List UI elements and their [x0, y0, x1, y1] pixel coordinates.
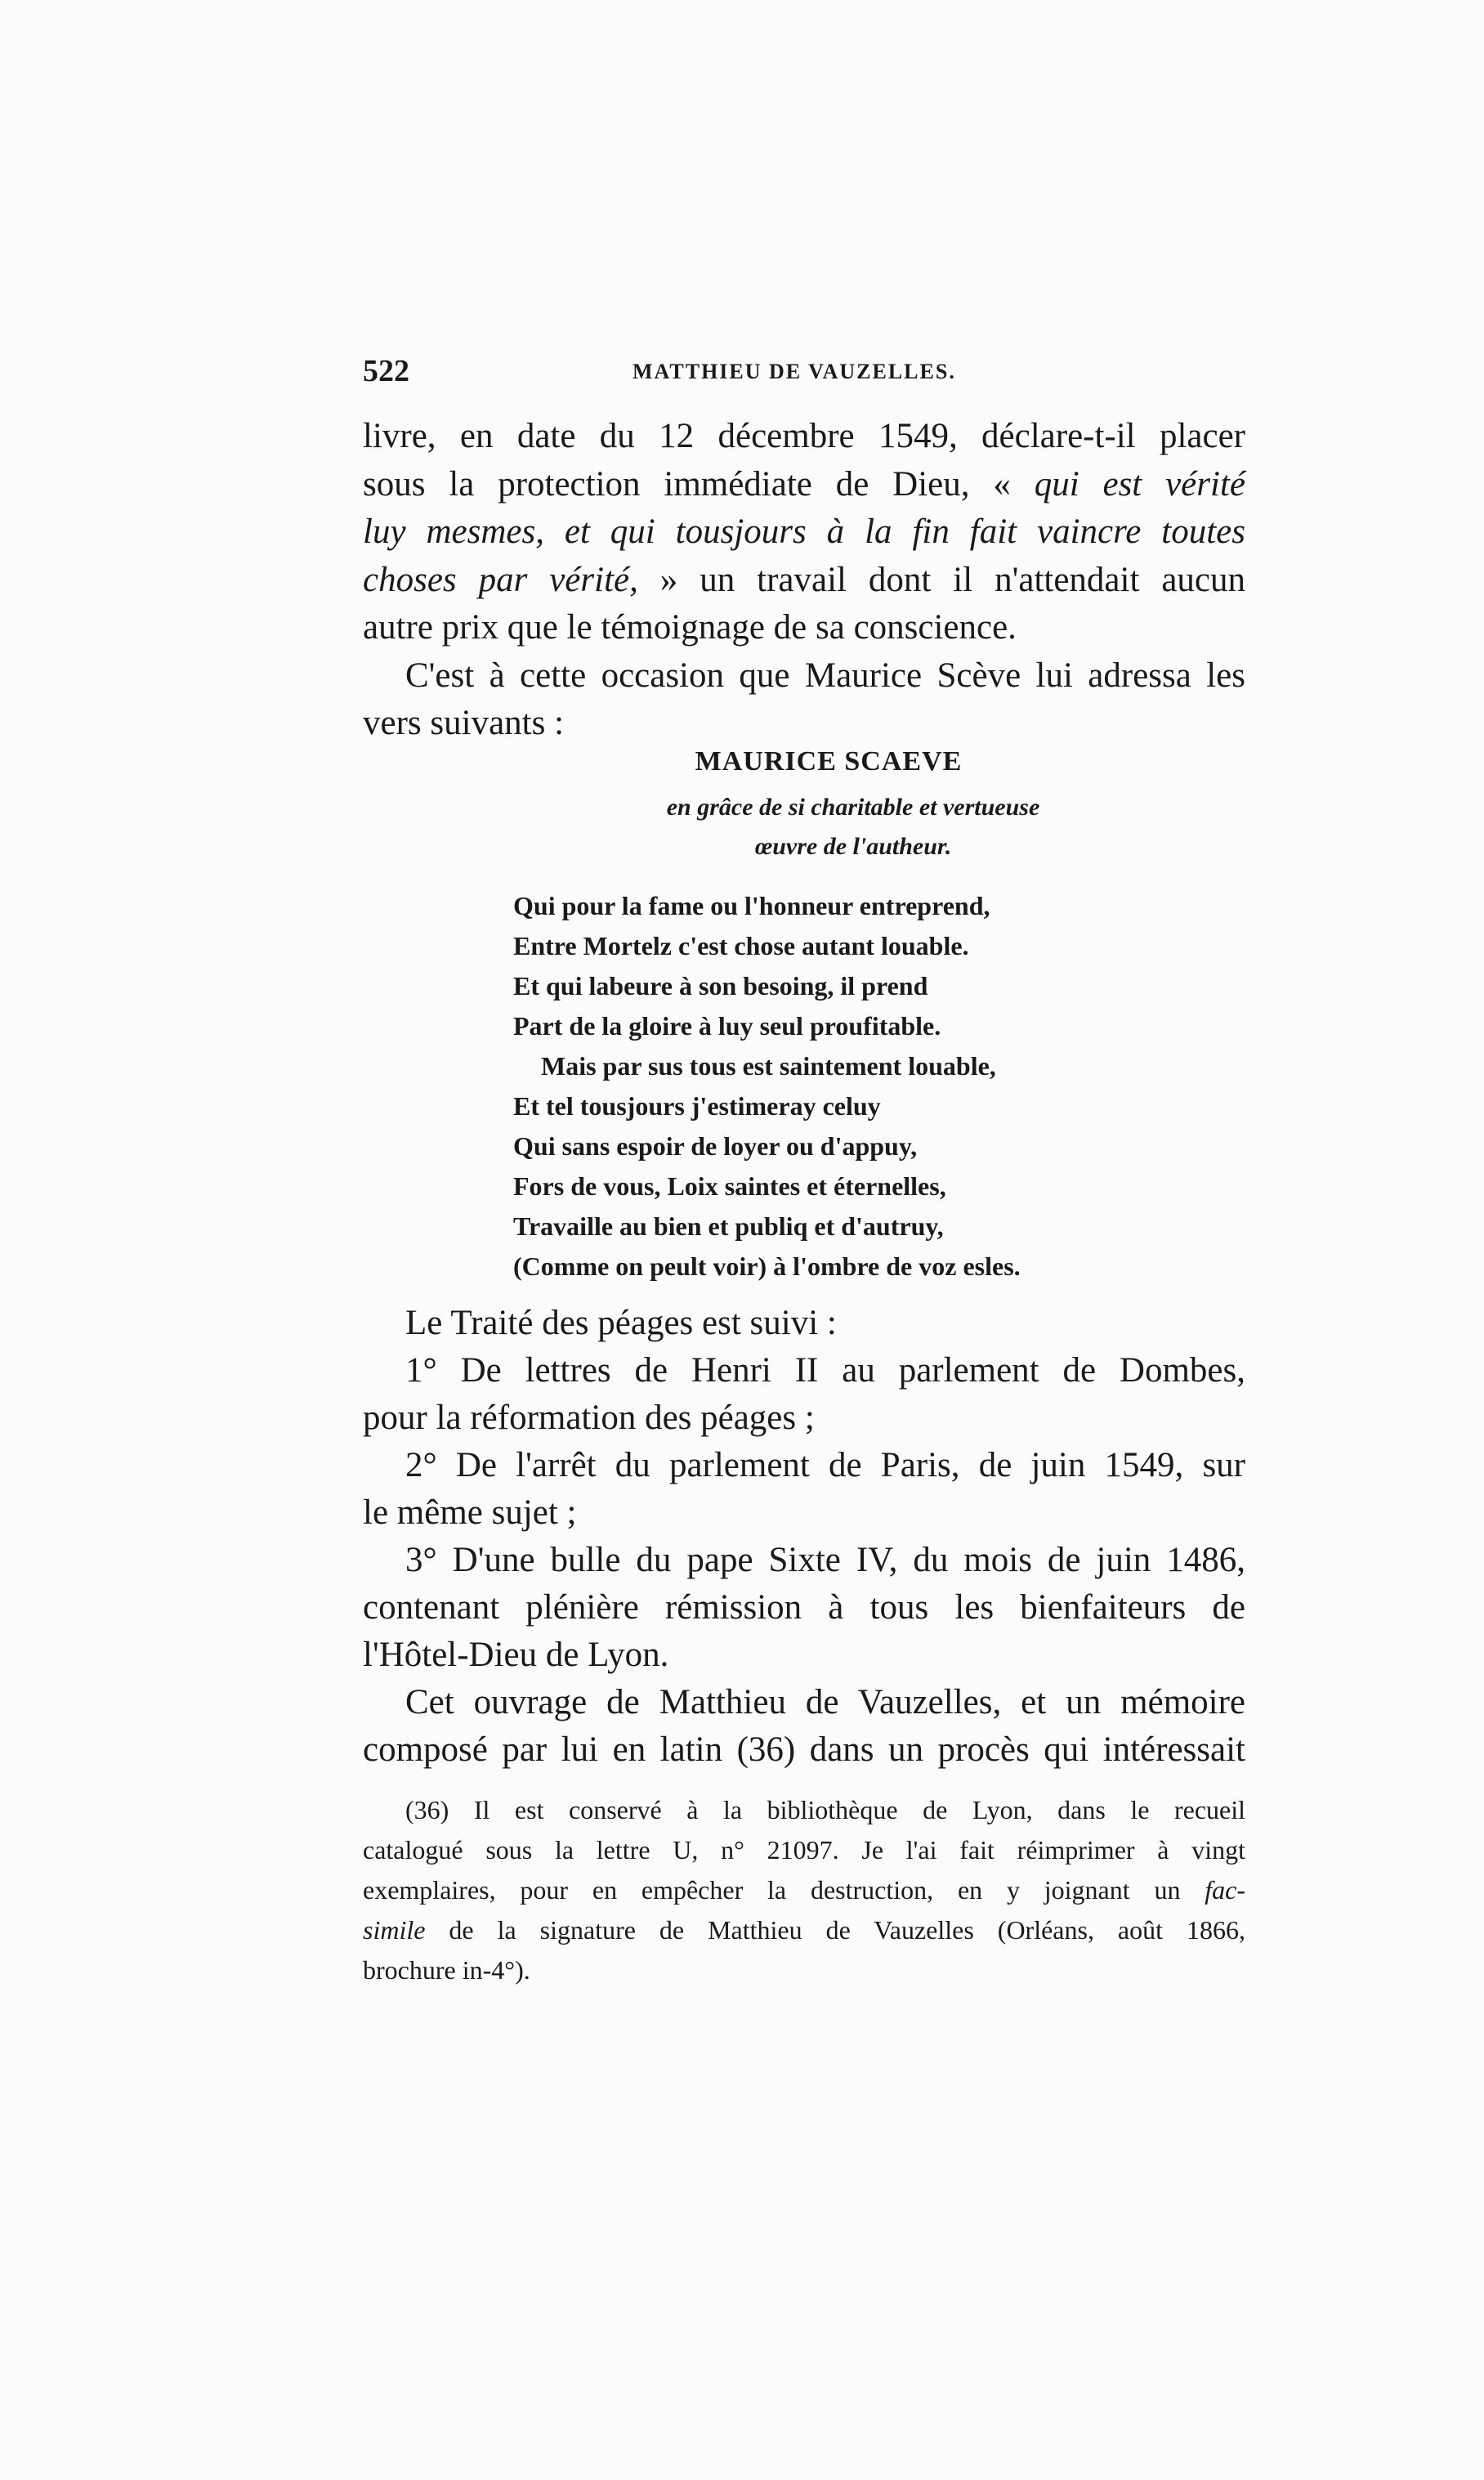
text-line: C'est à cette occasion que Maurice Scève lui adressa les [405, 656, 1245, 695]
poem-verse: Mais par sus tous est saintement louable, [541, 1051, 996, 1081]
poem-verse: Fors de vous, Loix saintes et éternelles, [513, 1171, 946, 1201]
text-line: luy mesmes, et qui tousjours à la fin fait vaincre toutes [363, 513, 1245, 551]
text-line: vers suivants : [363, 704, 565, 742]
text-line: Le Traité des péages est suivi : [405, 1304, 837, 1342]
text-line: livre, en date du 12 décembre 1549, déclare-t-il placer [363, 417, 1245, 455]
poem-verse: Travaille au bien et publiq et d'autruy, [513, 1211, 944, 1241]
poem-dedication-line: en grâce de si charitable et vertueuse [666, 794, 1040, 821]
text-line: pour la réformation des péages ; [363, 1399, 815, 1437]
running-header [363, 353, 1245, 402]
poem-verse: Et qui labeure à son besoing, il prend [513, 971, 928, 1001]
text-line: contenant plénière rémission à tous les bienfaiteurs de [363, 1588, 1245, 1627]
poem-verse: (Comme on peult voir) à l'ombre de voz esles. [513, 1251, 1021, 1281]
footnote-line: catalogué sous la lettre U, n° 21097. Je l'ai fait réimprimer à vingt [363, 1835, 1245, 1864]
text-line: 3° D'une bulle du pape Sixte IV, du mois de juin 1486, [405, 1541, 1245, 1579]
text-line: 2° De l'arrêt du parlement de Paris, de juin 1549, sur [405, 1446, 1245, 1484]
poem-verses [513, 886, 1118, 1287]
poem-verse: Et tel tousjours j'estimeray celuy [513, 1091, 881, 1121]
poem-heading [363, 736, 1245, 866]
footnote-line: simile de la signature de Matthieu de Vauzelles (Orléans, août 1866, [363, 1915, 1245, 1945]
poem-verse: Qui sans espoir de loyer ou d'appuy, [513, 1131, 918, 1161]
text-line: composé par lui en latin (36) dans un procès qui intéressait [363, 1730, 1245, 1769]
poem-verse: Qui pour la fame ou l'honneur entreprend, [513, 891, 990, 920]
text-line: choses par vérité, » un travail dont il n'attendait aucun [363, 560, 1245, 599]
text-line: Cet ouvrage de Matthieu de Vauzelles, et un mémoire [405, 1683, 1245, 1721]
text-line: autre prix que le témoignage de sa conscience. [363, 608, 1017, 647]
poem-verse: Part de la gloire à luy seul proufitable. [513, 1011, 941, 1041]
running-title: MATTHIEU DE VAUZELLES. [632, 360, 956, 383]
text-line: sous la protection immédiate de Dieu, « qui est vérité [363, 464, 1245, 504]
main-text-bottom [363, 1300, 1245, 1774]
footnote-line: brochure in-4°). [363, 1955, 530, 1985]
footnote-line: exemplaires, pour en empêcher la destruction, en y joignant un fac- [363, 1875, 1245, 1905]
footnote-line: (36) Il est conservé à la bibliothèque de Lyon, dans le recueil [405, 1795, 1245, 1824]
text-line: l'Hôtel-Dieu de Lyon. [363, 1636, 669, 1674]
poem-dedication-line: œuvre de l'autheur. [754, 833, 952, 860]
poem-verse: Entre Mortelz c'est chose autant louable. [513, 931, 969, 960]
main-text-top [363, 413, 1245, 748]
text-line: le même sujet ; [363, 1493, 577, 1532]
footnote [363, 1790, 1245, 1990]
page-number: 522 [363, 354, 409, 388]
text-line: 1° De lettres de Henri II au parlement de Dombes, [405, 1351, 1245, 1390]
poem-title: MAURICE SCAEVE [695, 746, 963, 777]
